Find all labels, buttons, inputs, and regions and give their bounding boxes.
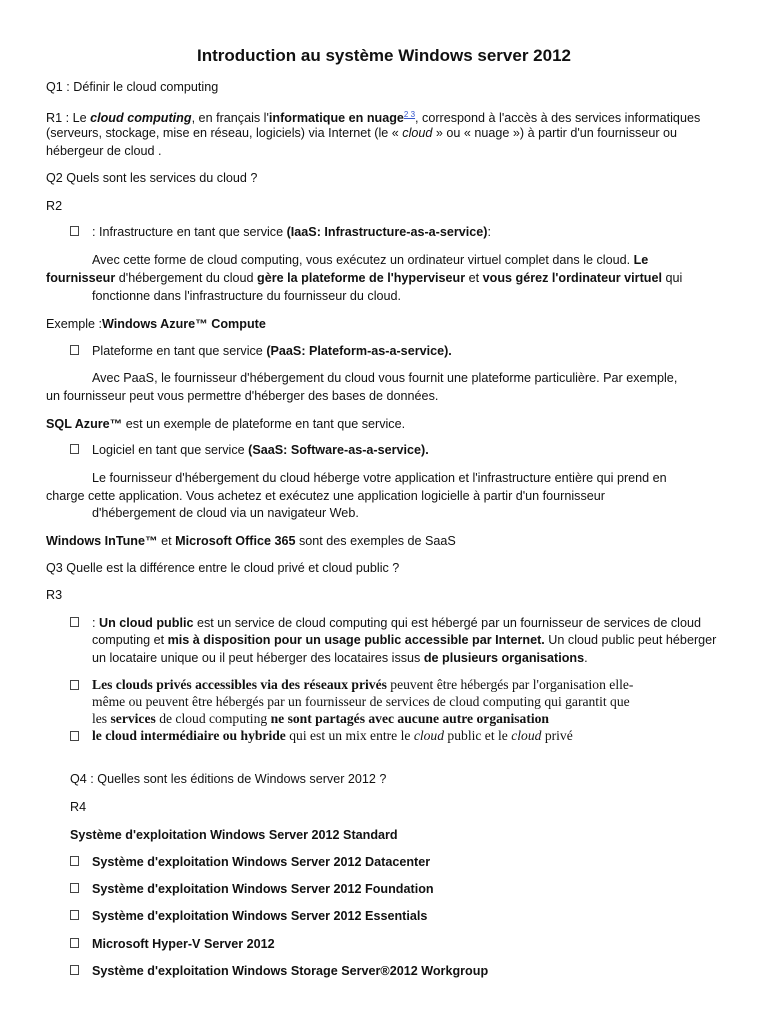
answer-1-line-2: (serveurs, stockage, mise en réseau, logiciels) via Internet (le « cloud » ou « nuage ») à partir d'un fournisseur ou [46, 126, 678, 140]
question-2: Q2 Quels sont les services du cloud ? [46, 171, 258, 185]
iaas-para-line-3: fonctionne dans l'infrastructure du fournisseur du cloud. [92, 289, 402, 303]
edition-item: Système d'exploitation Windows Server 2012 Foundation [92, 882, 434, 896]
edition-item: Système d'exploitation Windows Server 2012 Essentials [92, 909, 428, 923]
edition-item: Système d'exploitation Windows Server 2012 Standard [70, 828, 398, 842]
example-2: SQL Azure™ est un exemple de plateforme en tant que service. [46, 417, 406, 431]
saas-para-line-1: Le fournisseur d'hébergement du cloud héberge votre application et l'infrastructure entière qui prend en [92, 471, 667, 485]
question-1: Q1 : Définir le cloud computing [46, 80, 219, 94]
footnote-link[interactable]: 2 3 [403, 110, 416, 119]
public-cloud-line-2: computing et mis à disposition pour un usage public accessible par Internet. Un cloud public peut héberger [92, 633, 717, 647]
bullet-icon [70, 910, 79, 920]
bullet-icon [70, 731, 79, 741]
answer-2-label: R2 [46, 199, 63, 213]
edition-item: Système d'exploitation Windows Storage Server®2012 Workgroup [92, 964, 489, 978]
example-3: Windows InTune™ et Microsoft Office 365 sont des exemples de SaaS [46, 534, 456, 548]
bullet-icon [70, 444, 79, 454]
bullet-icon [70, 345, 79, 355]
answer-1-line-1: R1 : Le cloud computing, en français l'informatique en nuage$^{2 3}$, correspond à l'accès à des services informatiques [46, 110, 701, 126]
question-3: Q3 Quelle est la différence entre le cloud privé et cloud public ? [46, 561, 400, 575]
bullet-icon [70, 883, 79, 893]
answer-1-line-3: hébergeur de cloud . [46, 144, 162, 158]
iaas-heading: : Infrastructure en tant que service (IaaS: Infrastructure-as-a-service): [92, 225, 491, 239]
question-4: Q4 : Quelles sont les éditions de Windows server 2012 ? [70, 772, 387, 786]
public-cloud-line-1: : Un cloud public est un service de cloud computing qui est hébergé par un fournisseur de services de cloud [92, 616, 701, 630]
bullet-icon [70, 226, 79, 236]
document-title: Introduction au système Windows server 2012 [197, 46, 571, 65]
paas-heading: Plateforme en tant que service (PaaS: Plateform-as-a-service). [92, 344, 452, 358]
hybrid-cloud-line: le cloud intermédiaire ou hybride qui est un mix entre le cloud public et le cloud privé [92, 728, 573, 743]
bullet-icon [70, 680, 79, 690]
iaas-para-line-2: fournisseur d'hébergement du cloud gère la plateforme de l'hyperviseur et vous gérez l'ordinateur virtuel qui [46, 271, 683, 285]
saas-para-line-3: d'hébergement de cloud via un navigateur Web. [92, 506, 359, 520]
bullet-icon [70, 965, 79, 975]
paas-para-line-2: un fournisseur peut vous permettre d'héberger des bases de données. [46, 389, 439, 403]
example-1: Exemple :Windows Azure™ Compute [46, 317, 266, 331]
public-cloud-line-3: un locataire unique ou il peut héberger des locataires issus de plusieurs organisations. [92, 651, 588, 665]
bullet-icon [70, 856, 79, 866]
answer-4-label: R4 [70, 800, 87, 814]
edition-item: Microsoft Hyper-V Server 2012 [92, 937, 275, 951]
private-cloud-line-2: même ou peuvent être hébergés par un fournisseur de services de cloud computing qui garantit que [92, 694, 630, 709]
private-cloud-line-1: Les clouds privés accessibles via des réseaux privés peuvent être hébergés par l'organisation elle- [92, 677, 634, 692]
bullet-icon [70, 617, 79, 627]
saas-para-line-2: charge cette application. Vous achetez et exécutez une application logicielle à partir d'un fournisseur [46, 489, 605, 503]
paas-para-line-1: Avec PaaS, le fournisseur d'hébergement du cloud vous fournit une plateforme particulière. Par exemple, [92, 371, 678, 385]
edition-item: Système d'exploitation Windows Server 2012 Datacenter [92, 855, 431, 869]
private-cloud-line-3: les services de cloud computing ne sont partagés avec aucune autre organisation [92, 711, 549, 726]
answer-3-label: R3 [46, 588, 63, 602]
saas-heading: Logiciel en tant que service (SaaS: Software-as-a-service). [92, 443, 429, 457]
iaas-para-line-1: Avec cette forme de cloud computing, vous exécutez un ordinateur virtuel complet dans le cloud. Le [92, 253, 649, 267]
bullet-icon [70, 938, 79, 948]
